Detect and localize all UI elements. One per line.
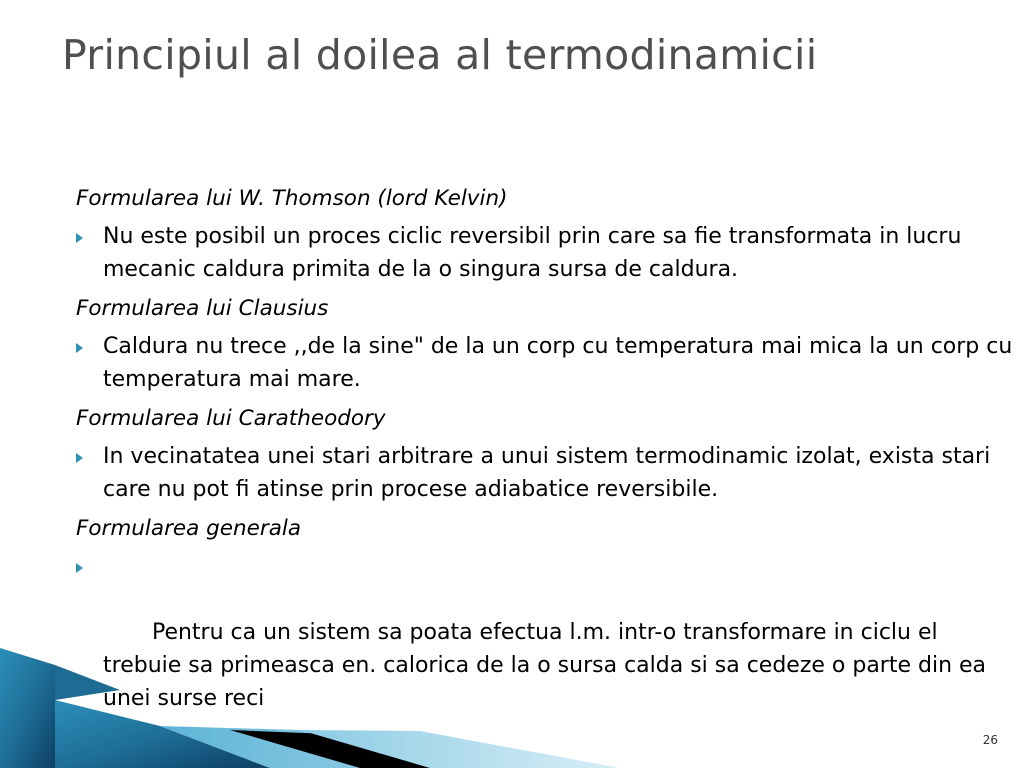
section-heading-thomson: [76, 182, 1016, 215]
bullet-text: In vecinatatea unei stari arbitrare a unui sistem termodinamic izolat, exista stari care nu pot fi atinse prin procese adiabatice reversibile.: [103, 444, 991, 502]
bullet-text: Pentru ca un sistem sa poata efectua l.m. intr-o transformare in ciclu el trebuie sa primeasca en. calorica de la o sursa calda si sa cedeze o parte din ea unei surse reci: [103, 620, 994, 711]
heading-prefix: Formularea lui: [76, 296, 232, 321]
bullet-arrow-icon: [76, 233, 83, 243]
slide-content: [76, 182, 1016, 754]
heading-name: W. Thomson (lord Kelvin): [238, 186, 508, 211]
bullet-arrow-icon: [76, 563, 83, 573]
bullet-item: [76, 550, 1016, 748]
bullet-item: [76, 330, 1016, 396]
heading-prefix: Formularea generala: [76, 516, 302, 541]
heading-prefix: Formularea lui: [76, 406, 232, 431]
bullet-item: [76, 220, 1016, 286]
bullet-arrow-icon: [76, 343, 83, 353]
heading-name: Caratheodory: [238, 406, 386, 431]
section-heading-clausius: [76, 292, 1016, 325]
bullet-text: Caldura nu trece ,,de la sine" de la un corp cu temperatura mai mica la un corp cu temperatura mai mare.: [103, 334, 1013, 392]
heading-name: Clausius: [238, 296, 329, 321]
section-heading-generala: [76, 512, 1016, 545]
section-heading-caratheodory: [76, 402, 1016, 435]
slide-title: Principiul al doilea al termodinamicii: [62, 31, 818, 79]
bullet-arrow-icon: [76, 453, 83, 463]
bullet-text: Nu este posibil un proces ciclic reversibil prin care sa fie transformata in lucru mecanic caldura primita de la o singura sursa de caldura.: [103, 224, 962, 282]
bullet-item: [76, 440, 1016, 506]
page-number: 26: [982, 733, 998, 747]
heading-prefix: Formularea lui: [76, 186, 232, 211]
